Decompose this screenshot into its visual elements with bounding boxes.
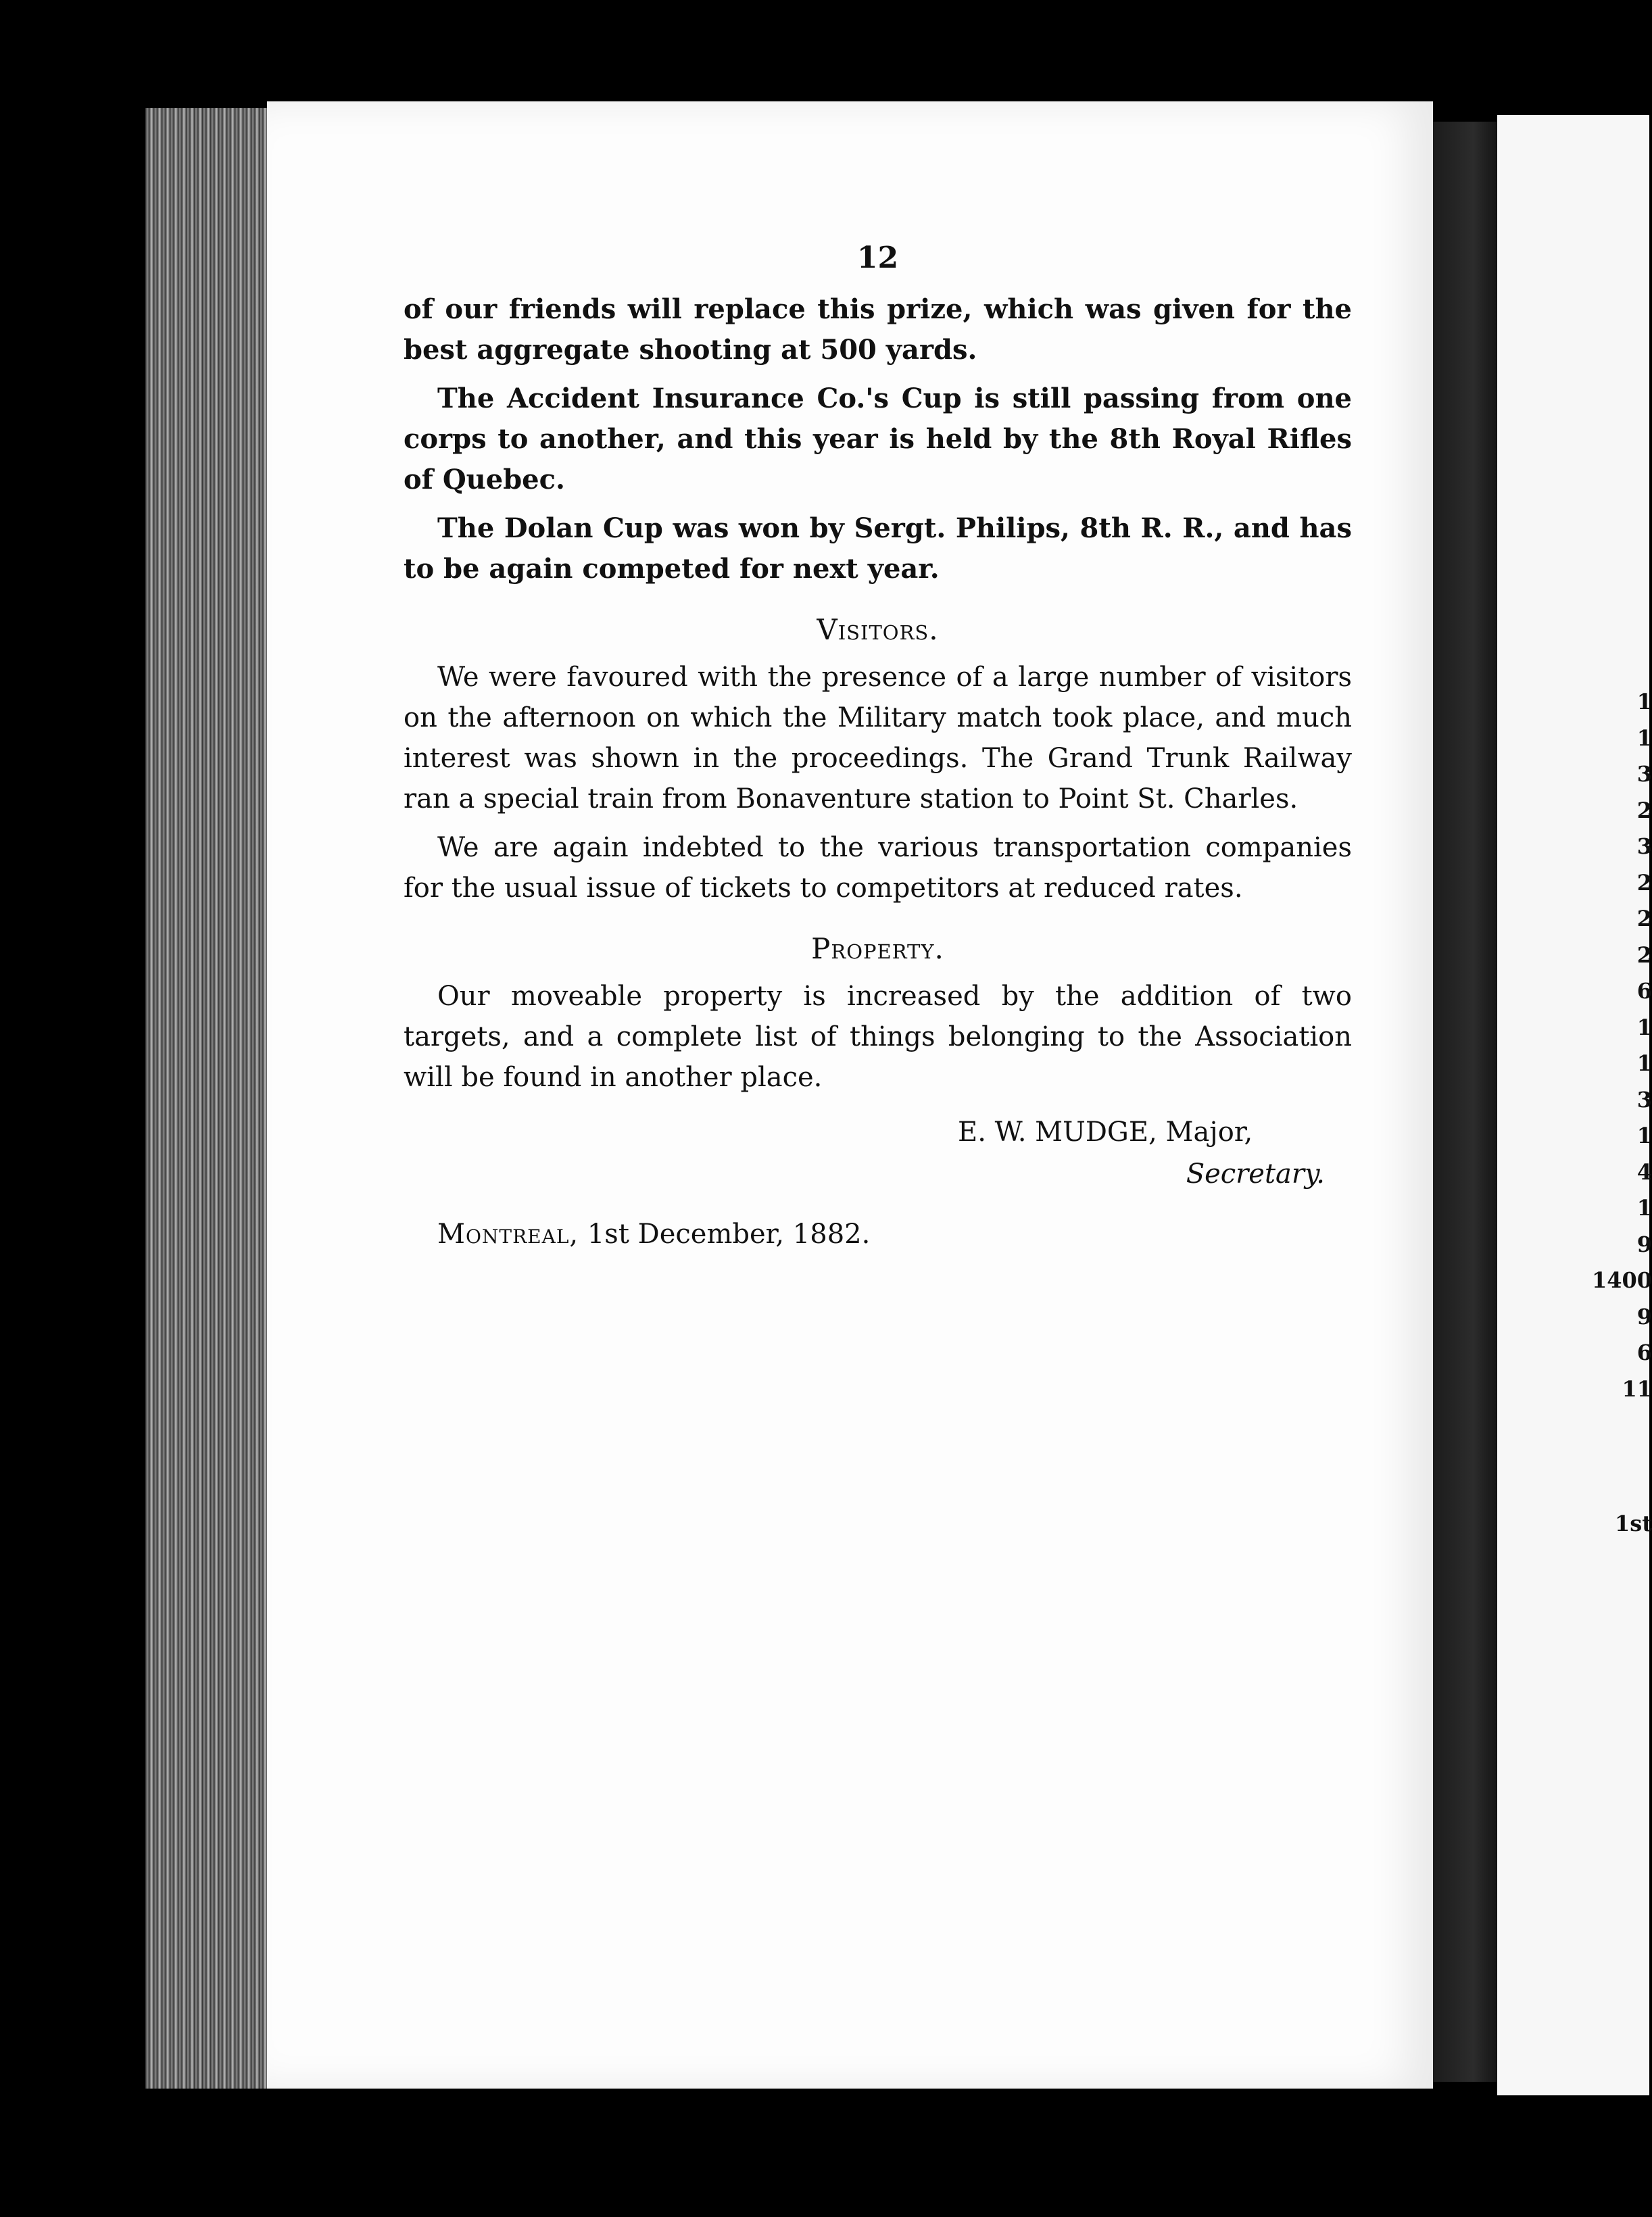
heading-visitors: Visitors.: [817, 613, 939, 646]
adjacent-page-last-line: 1st: [1614, 1511, 1652, 1536]
adjacent-number: 6: [1636, 978, 1652, 1004]
book-gutter: [1433, 122, 1501, 2082]
adjacent-number: 1: [1636, 725, 1652, 751]
page-content: [404, 238, 1352, 1254]
adjacent-number: 4: [1636, 1159, 1652, 1185]
adjacent-number: 1: [1636, 1050, 1652, 1076]
adjacent-number: 11: [1622, 1375, 1652, 1402]
adjacent-number: 1: [1636, 1123, 1652, 1148]
adjacent-number: 6: [1636, 1340, 1652, 1365]
adjacent-number: 2: [1636, 906, 1652, 931]
adjacent-number: 2: [1636, 869, 1652, 896]
adjacent-number: 3: [1636, 761, 1652, 787]
adjacent-number: 9: [1636, 1303, 1652, 1330]
adjacent-number: 1: [1636, 1195, 1652, 1221]
paragraph-property: Our moveable property is increased by the addition of two targets, and a complete list of things belonging to the Association will be found in another place.: [404, 981, 1352, 1093]
book-page-edges: [145, 108, 267, 2089]
adjacent-number: 1400: [1591, 1267, 1652, 1293]
page-number: 12: [856, 241, 899, 275]
signature-name: E. W. MUDGE, Major,: [958, 1117, 1253, 1148]
dateline-city: Montreal,: [437, 1219, 579, 1250]
paragraph-accident-cup: The Accident Insurance Co.'s Cup is still passing from one corps to another, and this year is held by the 8th Royal Rifles of Quebec.: [404, 383, 1352, 495]
adjacent-number: 2: [1636, 942, 1652, 968]
dateline-date: 1st December, 1882.: [587, 1219, 871, 1250]
signature-block: [404, 1111, 1352, 1195]
adjacent-number: 9: [1636, 1231, 1652, 1257]
adjacent-number: 2: [1636, 797, 1652, 823]
signature-title: Secretary.: [1186, 1159, 1325, 1190]
adjacent-page: [1497, 115, 1652, 2095]
adjacent-number: 1: [1636, 1014, 1652, 1040]
paragraph-continuation: of our friends will replace this prize, which was given for the best aggregate shooting at 500 yards.: [404, 293, 1352, 366]
heading-property: Property.: [811, 932, 944, 965]
paragraph-transportation: We are again indebted to the various transportation companies for the usual issue of tickets to competitors at reduced rates.: [404, 832, 1352, 904]
dateline: [404, 1214, 1352, 1254]
adjacent-number: 3: [1636, 1086, 1652, 1113]
paragraph-dolan-cup: The Dolan Cup was won by Sergt. Philips, 8th R. R., and has to be again competed for next year.: [404, 512, 1352, 585]
adjacent-number: 3: [1636, 833, 1652, 859]
adjacent-number: 1: [1636, 689, 1652, 714]
adjacent-page-numbers: [1592, 684, 1652, 1407]
paragraph-visitors: We were favoured with the presence of a large number of visitors on the afternoon on which the Military match took place, and much interest was shown in the proceedings. The Grand Trunk Railway ran a special train from Bonaventure station to Point St. Charles.: [404, 662, 1352, 814]
